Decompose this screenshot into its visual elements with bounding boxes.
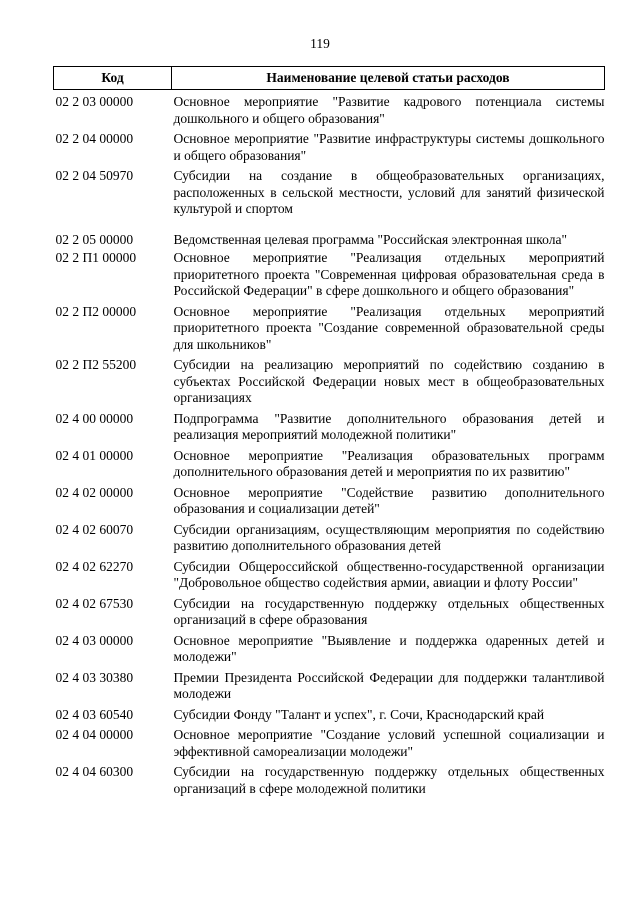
row-code: 02 4 01 00000 <box>55 447 134 463</box>
table-row <box>54 559 605 596</box>
table-row <box>54 485 605 522</box>
row-code: 02 4 04 00000 <box>55 727 134 742</box>
row-name: Основное мероприятие "Выявление и поддержка одаренных детей и молодежи" <box>173 632 605 664</box>
row-name: Субсидии организациям, осуществляющим мероприятия по содействию развитию дополнительного образования детей <box>173 521 605 553</box>
page-number: 119 <box>310 36 330 51</box>
row-name: Субсидии Фонду "Талант и успех", г. Сочи, Краснодарский край <box>173 706 545 722</box>
row-name: Основное мероприятие "Реализация образовательных программ дополнительного образования детей и мероприятия по их развитию" <box>173 447 605 479</box>
row-code: 02 4 00 00000 <box>55 410 134 426</box>
table-row <box>54 357 605 411</box>
row-name: Подпрограмма "Развитие дополнительного образования детей и реализация мероприятий молодежной политики" <box>173 410 605 442</box>
row-code: 02 4 02 60070 <box>55 521 134 537</box>
row-code: 02 2 П1 00000 <box>55 250 137 265</box>
row-code: 02 4 03 00000 <box>55 632 134 648</box>
row-name: Основное мероприятие "Развитие кадрового потенциала системы дошкольного и общего образования" <box>173 94 605 126</box>
table-row <box>54 764 605 801</box>
table-row <box>54 707 605 728</box>
row-code: 02 4 02 67530 <box>55 595 134 611</box>
budget-classification-table <box>53 66 605 801</box>
table-row <box>54 633 605 670</box>
row-name: Основное мероприятие "Реализация отдельных мероприятий приоритетного проекта "Современная цифровая образовательная среда в Российской Федерации" в сфере дошкольного и общего образования" <box>173 250 605 298</box>
table-row <box>54 670 605 707</box>
header-name: Наименование целевой статьи расходов <box>172 67 605 90</box>
row-code: 02 2 П2 55200 <box>55 357 137 372</box>
row-name: Основное мероприятие "Развитие инфраструктуры системы дошкольного и общего образования" <box>173 131 605 163</box>
row-name: Субсидии на реализацию мероприятий по содействию созданию в субъектах Российской Федерации новых мест в общеобразовательных организациях <box>173 357 605 405</box>
table-row <box>54 448 605 485</box>
row-code: 02 2 04 50970 <box>55 168 134 183</box>
table-row <box>54 522 605 559</box>
row-name: Ведомственная целевая программа "Российская электронная школа" <box>173 231 567 247</box>
row-code: 02 2 03 00000 <box>55 94 134 109</box>
table-row <box>54 304 605 358</box>
row-code: 02 4 03 60540 <box>55 706 134 722</box>
table-row <box>54 727 605 764</box>
table-row <box>54 411 605 448</box>
row-code: 02 4 02 00000 <box>55 484 134 500</box>
table-row <box>54 250 605 304</box>
table-row <box>54 168 605 232</box>
row-name: Субсидии Общероссийской общественно-государственной организации "Добровольное общество содействия армии, авиации и флоту России" <box>173 558 605 590</box>
row-code: 02 2 05 00000 <box>55 231 134 247</box>
row-code: 02 4 02 62270 <box>55 558 134 574</box>
row-code: 02 4 04 60300 <box>55 764 134 779</box>
header-code: Код <box>54 67 172 90</box>
row-name: Основное мероприятие "Создание условий успешной социализации и эффективной самореализации молодежи" <box>173 727 605 759</box>
row-code: 02 4 03 30380 <box>55 669 134 685</box>
row-name: Премии Президента Российской Федерации для поддержки талантливой молодежи <box>173 669 605 701</box>
table-row <box>54 596 605 633</box>
table-row <box>54 131 605 168</box>
table-header-row <box>54 67 605 90</box>
table-row <box>54 90 605 132</box>
row-name: Основное мероприятие "Содействие развитию дополнительного образования и социализации детей" <box>173 484 605 516</box>
row-code: 02 2 04 00000 <box>55 131 134 146</box>
row-code: 02 2 П2 00000 <box>55 303 137 319</box>
table-row <box>54 232 605 251</box>
row-name: Основное мероприятие "Реализация отдельных мероприятий приоритетного проекта "Создание современной образовательной среды для школьников" <box>173 303 605 352</box>
row-name: Субсидии на государственную поддержку отдельных общественных организаций в сфере молодежной политики <box>173 764 605 796</box>
row-name: Субсидии на создание в общеобразовательных организациях, расположенных в сельской местности, условий для занятий физической культурой и спортом <box>173 168 605 216</box>
row-name: Субсидии на государственную поддержку отдельных общественных организаций в сфере образования <box>173 595 605 627</box>
